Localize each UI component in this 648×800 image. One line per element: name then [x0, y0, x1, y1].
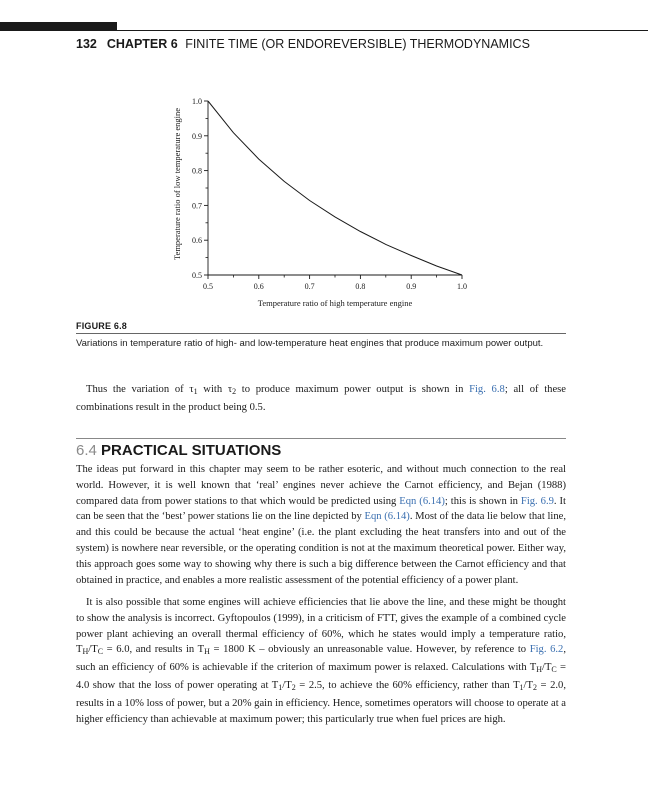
subscript: 1 — [278, 682, 283, 692]
y-axis-label: Temperature ratio of low temperature engine — [172, 107, 182, 261]
y-tick-label: 0.8 — [192, 166, 202, 176]
text-run: = 1800 K – obviously an unreasonable value. However, by reference to — [209, 644, 530, 656]
text-run: = 6.0, and results in T — [103, 644, 205, 656]
text-run: to produce maximum power output is shown in — [236, 384, 470, 395]
text-run: = 4.0 show that the loss of power operating at T — [76, 662, 567, 691]
paragraph-practical-1 — [76, 462, 566, 588]
chapter-title: FINITE TIME (OR ENDOREVERSIBLE) THERMODYNAMICS — [185, 37, 530, 51]
text-run: , such an efficiency of 60% is achievable if the criterion of maximum power is relaxed. Calculations with T — [76, 644, 566, 674]
running-head — [76, 37, 530, 51]
x-tick-group — [203, 275, 467, 291]
text-run: /T — [88, 644, 98, 656]
text-run: . Most of the data lie below that line, and this could be because the actual ‘heat engine’ (i.e. the plant excluding the heat transfers into and out of the system) is nowhere near reversible, or the operating condition is not at the maximum theoretical power. Either way, this approach goes some way to showing why there is such a big difference between the Carnot efficiency and that obtained in practice, and enables a more realistic assessment of the potential efficiency of a power plant. — [76, 511, 566, 586]
chapter-label: CHAPTER 6 — [106, 37, 178, 51]
subscript: C — [551, 665, 557, 675]
x-tick-label: 0.8 — [355, 282, 366, 291]
text-run: /T — [542, 662, 552, 674]
x-tick-label: 0.5 — [203, 282, 213, 291]
text-run: ; all of these combinations result in the product being 0.5. — [76, 384, 566, 413]
text-run: It is also possible that some engines will achieve efficiencies that lie above the line, and these might be thought to show the analysis is incorrect. Gyftopoulos (1999), in a criticism of FTT, gives the example of a combined cycle power plant achieving an overall thermal efficiency of 60%, which he states would imply a temperature ratio, T — [76, 597, 566, 656]
text-run: /T — [282, 679, 292, 691]
subscript: 2 — [232, 387, 237, 396]
figure-label: FIGURE 6.8 — [76, 321, 128, 331]
equation-link[interactable]: Eqn (6.14) — [364, 511, 410, 523]
paragraph-figure-reference — [76, 382, 566, 416]
figure-link[interactable]: Fig. 6.8 — [469, 384, 505, 395]
text-run: = 2.0, results in a 10% loss of power, but a 20% gain in efficiency. Hence, sometimes operators will choose to operate at a higher efficiency than achievable at maximum power; this particularly true when fuel prices are high. — [76, 679, 566, 725]
subscript: H — [204, 647, 210, 657]
section-heading — [76, 442, 281, 459]
x-tick-label: 1.0 — [457, 282, 467, 291]
text-run: with τ — [197, 384, 233, 395]
subscript: H — [536, 665, 542, 675]
figure-link[interactable]: Fig. 6.9 — [520, 495, 554, 507]
figure-link[interactable]: Fig. 6.2 — [529, 644, 564, 656]
text-run: The ideas put forward in this chapter may seem to be rather esoteric, and without much connection to the real world. However, it is well known that ‘real’ engines never achieve the Carnot efficiency, and Bejan (1988) compared data from power stations to that which would be predicted using — [76, 464, 566, 507]
y-tick-label: 0.6 — [192, 236, 202, 246]
series-line — [208, 101, 462, 275]
section-rule — [76, 438, 566, 439]
subscript: 1 — [193, 387, 198, 396]
y-tick-label: 1.0 — [192, 97, 202, 106]
x-axis-label: Temperature ratio of high temperature engine — [257, 298, 413, 308]
page-number: 132 — [76, 37, 97, 51]
subscript: 1 — [519, 682, 524, 692]
series-group — [208, 101, 462, 275]
text-run: . It can be seen that the ‘best’ power stations lie on the line depicted by — [76, 495, 566, 523]
section-number: 6.4 — [76, 442, 97, 459]
header-bar — [0, 22, 117, 31]
subscript: 2 — [291, 682, 296, 692]
y-tick-group — [192, 97, 208, 280]
x-tick-label: 0.6 — [253, 282, 264, 291]
header-rule — [117, 30, 648, 31]
subscript: H — [82, 647, 89, 657]
paragraph-practical-2 — [76, 595, 566, 727]
equation-link[interactable]: Eqn (6.14) — [399, 495, 445, 507]
figure-chart — [160, 90, 480, 315]
text-run: ; this is shown in — [444, 495, 521, 507]
text-run: = 2.5, to achieve the 60% efficiency, rather than T — [295, 679, 520, 691]
x-tick-label: 0.9 — [406, 282, 417, 291]
x-tick-label: 0.7 — [304, 282, 315, 291]
section-title: PRACTICAL SITUATIONS — [101, 442, 282, 459]
subscript: 2 — [532, 682, 537, 692]
y-tick-label: 0.7 — [192, 201, 202, 211]
text-run: Thus the variation of τ — [86, 384, 194, 395]
text-run: /T — [523, 679, 533, 691]
figure-caption: Variations in temperature ratio of high- and low-temperature heat engines that produce maximum power output. — [76, 338, 544, 349]
figure-rule — [76, 333, 566, 334]
subscript: C — [97, 647, 104, 657]
y-tick-label: 0.5 — [192, 271, 202, 280]
y-tick-label: 0.9 — [192, 131, 202, 141]
